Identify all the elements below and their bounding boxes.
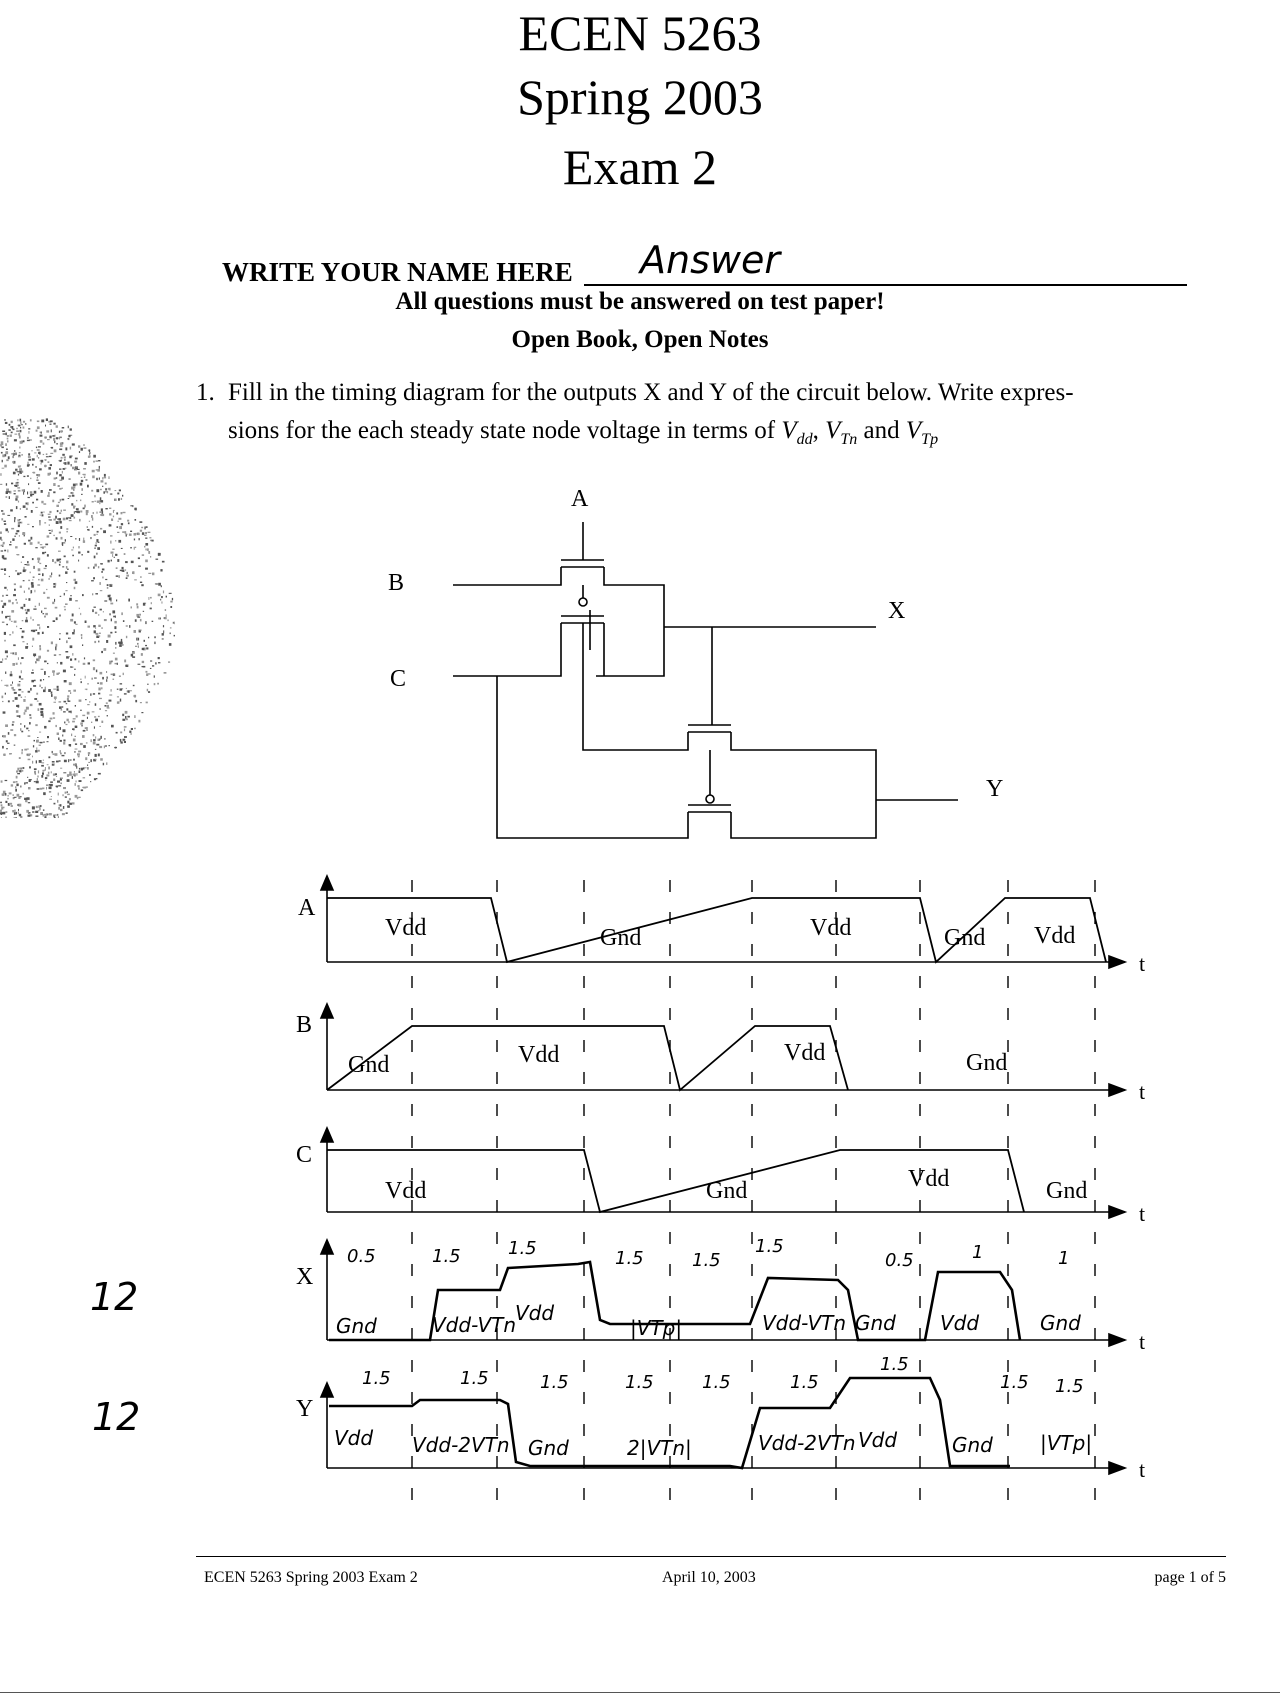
axis-label-t-y: t bbox=[1139, 1457, 1146, 1482]
level-label-x: Gnd bbox=[1040, 1311, 1081, 1335]
signal-x bbox=[321, 1236, 1145, 1354]
nmos-lower bbox=[583, 623, 876, 800]
score-y: 1.5 bbox=[625, 1372, 654, 1393]
axis-arrow-a bbox=[1109, 956, 1125, 968]
score-y: 1.5 bbox=[790, 1372, 819, 1393]
level-label-a: Gnd bbox=[600, 925, 642, 951]
signal-name-a: A bbox=[298, 895, 316, 921]
margin-score-y: 12 bbox=[92, 1395, 141, 1439]
level-label-a: Vdd bbox=[385, 915, 427, 941]
level-label-a: Vdd bbox=[810, 915, 852, 941]
signal-name-y: Y bbox=[296, 1396, 314, 1422]
name-label: WRITE YOUR NAME HERE bbox=[222, 257, 573, 287]
circuit-schematic bbox=[388, 486, 1003, 838]
time-guides bbox=[412, 880, 1095, 1512]
question-number: 1. bbox=[196, 379, 215, 406]
bottom-rule bbox=[0, 1692, 1280, 1693]
vtp-symbol: $V_{Tp}$ bbox=[905, 417, 939, 448]
score-x: 1.5 bbox=[508, 1238, 537, 1259]
name-value-handwritten: Answer bbox=[640, 238, 780, 282]
score-y: 1.5 bbox=[702, 1372, 731, 1393]
term-title: Spring 2003 bbox=[517, 69, 763, 125]
value-axis-arrow-b bbox=[321, 1004, 333, 1018]
pmos-bubble bbox=[579, 598, 587, 606]
score-x: 1.5 bbox=[692, 1250, 721, 1271]
score-x: 1.5 bbox=[755, 1236, 784, 1257]
axis-label-t-c: t bbox=[1139, 1201, 1146, 1226]
level-label-c: Gnd bbox=[1046, 1178, 1088, 1204]
level-label-a: Vdd bbox=[1034, 923, 1076, 949]
level-label-b: Gnd bbox=[966, 1050, 1008, 1076]
score-y: 1.5 bbox=[880, 1354, 909, 1375]
level-label-x: Vdd bbox=[515, 1301, 555, 1325]
level-label-x: Gnd bbox=[855, 1311, 896, 1335]
axis-arrow-y bbox=[1109, 1462, 1125, 1474]
level-label-a: Gnd bbox=[944, 925, 986, 951]
axis-label-t-a: t bbox=[1139, 951, 1146, 976]
score-y: 1.5 bbox=[1000, 1372, 1029, 1393]
question-text-b-main: sions for the each steady state node voltage in terms of bbox=[228, 417, 776, 444]
nmos-upper-gate bbox=[561, 560, 604, 567]
level-label-y: Vdd bbox=[858, 1428, 898, 1452]
signal-b bbox=[321, 1004, 1145, 1104]
score-y: 1.5 bbox=[362, 1368, 391, 1389]
signal-y bbox=[321, 1354, 1145, 1482]
level-label-y: |VTp| bbox=[1040, 1431, 1093, 1455]
and-word: and bbox=[863, 417, 900, 444]
axis-arrow-c bbox=[1109, 1206, 1125, 1218]
exam-title: Exam 2 bbox=[562, 139, 718, 195]
score-x: 0.5 bbox=[347, 1246, 376, 1267]
score-y: 1.5 bbox=[460, 1368, 489, 1389]
vtn-symbol: $V_{Tn}$ bbox=[825, 417, 858, 448]
score-y: 1.5 bbox=[540, 1372, 569, 1393]
pmos-lower-channel bbox=[497, 676, 876, 838]
score-x: 0.5 bbox=[885, 1250, 914, 1271]
question-text-b: sions for the each steady state node voltage in terms of $V_{dd}$, $V_{Tn}$ and $V_{Tp}$ bbox=[228, 417, 939, 448]
level-label-y: Vdd-2VTn bbox=[758, 1431, 856, 1455]
course-title: ECEN 5263 bbox=[518, 5, 762, 61]
level-label-x: |VTp| bbox=[630, 1316, 683, 1340]
level-label-y: Gnd bbox=[952, 1433, 993, 1457]
instruction-line-2: Open Book, Open Notes bbox=[511, 326, 769, 353]
level-label-c: Gnd bbox=[706, 1178, 748, 1204]
score-x: 1.5 bbox=[615, 1248, 644, 1269]
level-label-b: Vdd bbox=[518, 1042, 560, 1068]
level-label-c: Vdd bbox=[908, 1166, 950, 1192]
value-axis-arrow-a bbox=[321, 876, 333, 890]
vdd-symbol: $V_{dd}$ bbox=[781, 417, 813, 448]
value-axis-arrow-x bbox=[321, 1240, 333, 1254]
level-label-y: 2|VTn| bbox=[627, 1436, 692, 1460]
label-c: C bbox=[390, 666, 407, 692]
level-label-b: Vdd bbox=[784, 1040, 826, 1066]
footer-date: April 10, 2003 bbox=[662, 1569, 756, 1586]
instruction-line-1: All questions must be answered on test paper! bbox=[395, 288, 885, 315]
question-text-a: Fill in the timing diagram for the outputs X and Y of the circuit below. Write expres- bbox=[228, 379, 1074, 406]
signal-c bbox=[321, 1128, 1145, 1226]
signal-name-b: B bbox=[296, 1012, 313, 1038]
footer bbox=[196, 1556, 1226, 1586]
score-x: 1.5 bbox=[432, 1246, 461, 1267]
signal-name-x: X bbox=[296, 1264, 314, 1290]
value-axis-arrow-c bbox=[321, 1128, 333, 1142]
score-y: 1.5 bbox=[1055, 1376, 1084, 1397]
level-label-y: Vdd-2VTn bbox=[412, 1433, 510, 1457]
level-label-y: Gnd bbox=[528, 1436, 569, 1460]
level-label-c: Vdd bbox=[385, 1178, 427, 1204]
waveform-b bbox=[327, 1026, 848, 1090]
score-x: 1 bbox=[972, 1242, 984, 1263]
level-label-b: Gnd bbox=[348, 1052, 390, 1078]
waveform-a bbox=[327, 898, 1106, 962]
signal-a bbox=[321, 876, 1145, 976]
axis-label-t-b: t bbox=[1139, 1079, 1146, 1104]
pmos-gate bbox=[561, 585, 604, 623]
footer-page: page 1 of 5 bbox=[1154, 1569, 1226, 1586]
level-label-x: Vdd-VTn bbox=[762, 1311, 847, 1335]
label-b: B bbox=[388, 570, 405, 596]
margin-score-x: 12 bbox=[90, 1275, 139, 1319]
signal-name-c: C bbox=[296, 1142, 313, 1168]
level-label-x: Gnd bbox=[336, 1314, 377, 1338]
pmos-channel bbox=[453, 623, 604, 676]
nmos-upper-channel bbox=[453, 567, 664, 676]
level-label-x: Vdd bbox=[940, 1311, 980, 1335]
level-label-x: Vdd-VTn bbox=[432, 1313, 517, 1337]
label-a: A bbox=[571, 486, 589, 512]
timing-diagram bbox=[296, 876, 1145, 1512]
axis-arrow-x bbox=[1109, 1334, 1125, 1346]
value-axis-arrow-y bbox=[321, 1383, 333, 1397]
label-x: X bbox=[888, 598, 906, 624]
pmos-lower-bubble bbox=[706, 795, 714, 803]
level-label-y: Vdd bbox=[334, 1426, 374, 1450]
axis-arrow-b bbox=[1109, 1084, 1125, 1096]
axis-label-t-x: t bbox=[1139, 1329, 1146, 1354]
label-y: Y bbox=[986, 776, 1004, 802]
footer-left: ECEN 5263 Spring 2003 Exam 2 bbox=[204, 1569, 418, 1586]
score-x: 1 bbox=[1058, 1248, 1070, 1269]
